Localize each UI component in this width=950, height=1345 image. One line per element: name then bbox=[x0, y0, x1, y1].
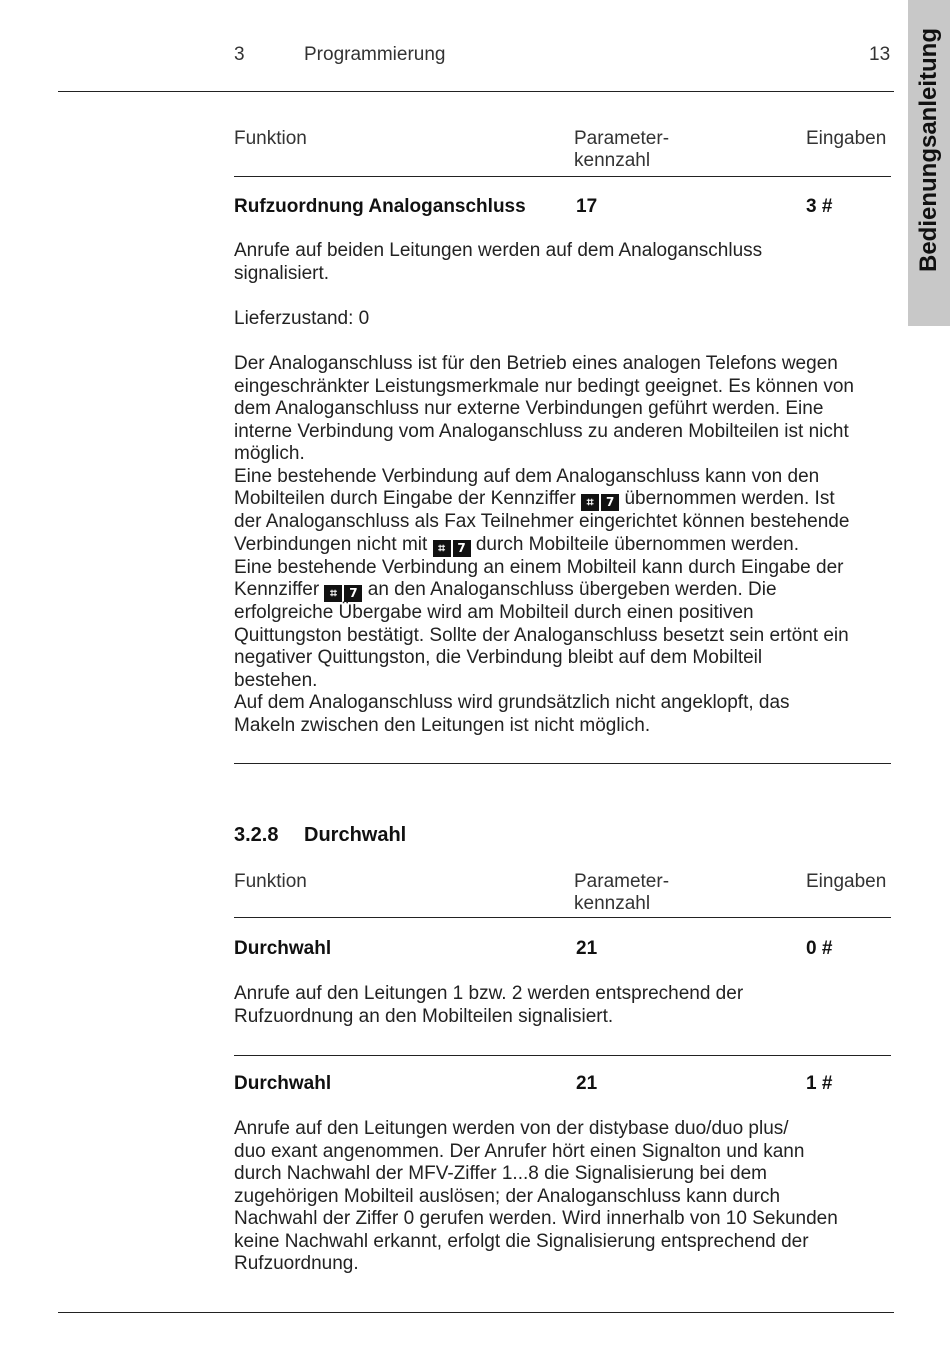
text-line: Anrufe auf den Leitungen 1 bzw. 2 werden entsprechend der bbox=[234, 983, 744, 1004]
col-parameter bbox=[574, 871, 669, 915]
text-line: zugehörigen Mobilteil auslösen; der Analoganschluss kann durch bbox=[234, 1185, 781, 1207]
text-line: durch Nachwahl der MFV-Ziffer 1...8 die Signalisierung bei dem bbox=[234, 1163, 767, 1184]
hash-key-icon: ⌗ bbox=[324, 585, 342, 602]
text-line: Eine bestehende Verbindung auf dem Analoganschluss kann von den bbox=[234, 465, 820, 487]
entry-description bbox=[234, 1118, 894, 1276]
col-parameter-line2: kennzahl bbox=[574, 893, 651, 914]
text-line: Makeln zwischen den Leitungen ist nicht möglich. bbox=[234, 714, 651, 736]
entry-description bbox=[234, 983, 894, 1028]
entry-name: Durchwahl bbox=[234, 938, 332, 959]
hash-key-icon: ⌗ bbox=[433, 540, 451, 557]
text-line: möglich. bbox=[234, 443, 305, 464]
footer-rule bbox=[58, 1312, 894, 1313]
text-line: Verbindungen nicht mit ⌗ 7 durch Mobilteile übernommen werden. bbox=[234, 533, 800, 555]
col-parameter bbox=[574, 128, 669, 172]
text-line: bestehen. bbox=[234, 669, 318, 691]
entry-description bbox=[234, 240, 894, 285]
table-head-rule bbox=[234, 917, 891, 918]
text-line: erfolgreiche Übergabe wird am Mobilteil durch einen positiven bbox=[234, 602, 754, 623]
col-parameter-line1: Parameter- bbox=[574, 128, 670, 149]
hash-key-icon: ⌗ bbox=[581, 494, 599, 511]
col-parameter-line1: Parameter- bbox=[574, 871, 670, 892]
entry-name: Durchwahl bbox=[234, 1073, 332, 1094]
entry-input: 3 # bbox=[806, 196, 833, 217]
entry-code: 17 bbox=[576, 196, 598, 217]
delivery-state: Lieferzustand: 0 bbox=[234, 308, 370, 329]
text-line: Mobilteilen durch Eingabe der Kennziffer ⌗ 7 übernommen werden. Ist bbox=[234, 488, 835, 509]
text-line: Eine bestehende Verbindung an einem Mobilteil kann durch Eingabe der bbox=[234, 556, 844, 578]
text-line: Quittungston bestätigt. Sollte der Analoganschluss besetzt sein ertönt ein bbox=[234, 624, 849, 646]
text-line: signalisiert. bbox=[234, 262, 330, 284]
side-tab bbox=[908, 0, 950, 326]
text-line: Kennziffer ⌗ 7 an den Analoganschluss übergeben werden. Die bbox=[234, 579, 777, 600]
col-eingaben: Eingaben bbox=[806, 128, 887, 149]
entry-input: 0 # bbox=[806, 938, 833, 959]
body-paragraph bbox=[234, 353, 894, 737]
section-title: Durchwahl bbox=[304, 824, 407, 846]
text-line: keine Nachwahl erkannt, erfolgt die Signalisierung entsprechend der bbox=[234, 1230, 809, 1252]
entry-input: 1 # bbox=[806, 1073, 833, 1094]
text-line: Anrufe auf beiden Leitungen werden auf dem Analoganschluss bbox=[234, 240, 763, 261]
seven-key-icon: 7 bbox=[601, 494, 619, 511]
header-rule bbox=[58, 91, 894, 92]
entry-code: 21 bbox=[576, 938, 598, 959]
text-line: der Analoganschluss als Fax Teilnehmer eingerichtet können bestehende bbox=[234, 511, 850, 532]
text-line: Nachwahl der Ziffer 0 gerufen werden. Wird innerhalb von 10 Sekunden bbox=[234, 1208, 838, 1229]
text-line: Der Analoganschluss ist für den Betrieb eines analogen Telefons wegen bbox=[234, 353, 838, 374]
text-line: dem Analoganschluss nur externe Verbindungen geführt werden. Eine bbox=[234, 398, 824, 419]
text-line: duo exant angenommen. Der Anrufer hört einen Signalton und kann bbox=[234, 1140, 805, 1162]
seven-key-icon: 7 bbox=[453, 540, 471, 557]
text-line: interne Verbindung vom Analoganschluss zu anderen Mobilteilen ist nicht bbox=[234, 420, 849, 442]
text-line: Rufzuordnung. bbox=[234, 1253, 359, 1274]
col-parameter-line2: kennzahl bbox=[574, 150, 651, 171]
entry-code: 21 bbox=[576, 1073, 598, 1094]
text-line: eingeschränkter Leistungsmerkmale nur bedingt geeignet. Es können von bbox=[234, 375, 854, 397]
section1-end-rule bbox=[234, 763, 891, 764]
side-tab-label: Bedienungsanleitung bbox=[915, 27, 942, 273]
col-funktion: Funktion bbox=[234, 871, 307, 892]
table-head-rule bbox=[234, 176, 891, 177]
col-eingaben: Eingaben bbox=[806, 871, 887, 892]
seven-key-icon: 7 bbox=[344, 585, 362, 602]
text-line: Rufzuordnung an den Mobilteilen signalisiert. bbox=[234, 1005, 614, 1027]
text-line: Anrufe auf den Leitungen werden von der distybase duo/duo plus/ bbox=[234, 1118, 789, 1139]
col-funktion: Funktion bbox=[234, 128, 307, 149]
page-number: 13 bbox=[869, 44, 891, 65]
section-number: 3.2.8 bbox=[234, 824, 279, 846]
entry-name: Rufzuordnung Analoganschluss bbox=[234, 196, 526, 217]
chapter-title: Programmierung bbox=[304, 44, 446, 65]
text-line: negativer Quittungston, die Verbindung bleibt auf dem Mobilteil bbox=[234, 647, 763, 668]
entry-divider bbox=[234, 1055, 891, 1056]
chapter-number: 3 bbox=[234, 44, 245, 65]
text-line: Auf dem Analoganschluss wird grundsätzlich nicht angeklopft, das bbox=[234, 692, 790, 713]
